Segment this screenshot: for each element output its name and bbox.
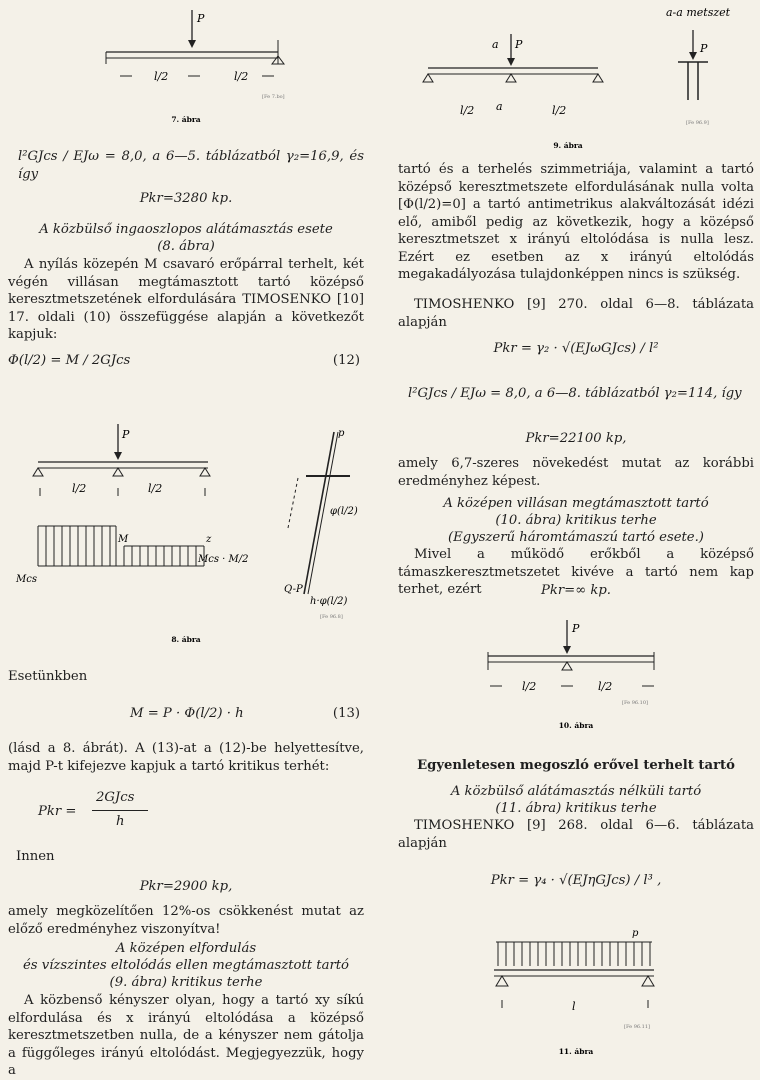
fig7-label-p: P [197, 12, 205, 25]
eq13-body: M = P · Φ(l/2) · h [130, 706, 244, 721]
innen: Innen [16, 849, 55, 864]
pkr-2: Pkr=2900 kp, [139, 879, 233, 894]
fig9-label-p: P [515, 38, 523, 51]
pkr-formula-line [92, 810, 148, 811]
fig8-label-m: M [118, 534, 129, 545]
pkr-gamma4: Pkr = γ₄ · √(EJηGJcs) / l³ , [490, 873, 662, 888]
sec4-sub-b: (11. ábra) kritikus terhe [495, 801, 657, 816]
esetunkben: Esetünkben [8, 669, 88, 684]
fig10-label-l2a: l/2 [522, 680, 537, 693]
fig11-label-p: p [632, 928, 639, 939]
eq-12 [8, 345, 364, 379]
para-3: amely megközelítően 12%-os csökkenést mutat az előző eredményhez viszonyítva! [8, 904, 364, 937]
fig10-label-l2b: l/2 [598, 680, 613, 693]
fig8-label-z: z [206, 534, 212, 545]
para-9: TIMOSHENKO [9] 268. oldal 6—6. táblázata alapján [398, 818, 754, 851]
fig9-label-a2: a [496, 100, 503, 113]
para-1: A nyílás közepén M csavaró erőpárral terhelt, két végén villásan megtámasztott tartó középső keresztmetszetének elfordulására TIMOSENKO [10] 17. oldali (10) összefüggése alapján a következőt kapjuk: [8, 257, 364, 342]
eq-ratio-1: l²GJcs / EJω = 8,0, a 6—5. táblázatból γ₂=16,9, és így [18, 149, 364, 182]
fig8-label-mcs2: Mcs · M/2 [198, 554, 249, 565]
pkr-formula-denominator: h [116, 814, 125, 829]
fig11-ref: [Fe 96.11] [624, 1024, 650, 1030]
fig10-caption: 10. ábra [558, 721, 594, 730]
fig8-caption: 8. ábra [171, 635, 201, 644]
eq-13 [8, 700, 364, 730]
fig8-label-l2a: l/2 [72, 482, 87, 495]
fig8-label-phi: φ(l/2) [330, 506, 358, 517]
fig9-metszet: a-a metszet [666, 6, 731, 19]
fig9-label-l2a: l/2 [460, 104, 475, 117]
para-5: tartó és a terhelés szimmetriája, valamint a tartó középső keresztmetszete elfordulásának nulla volta [Φ(l/2)=0] a tartó antimetrikus alakváltozását idézi elő, amiből pedig az következik, hogy a középső keresztmetszet x irányú eltolódása is nulla lesz. Ezért ez esetben az x irányú eltolódás megakadályozása tulajdonképpen nincs is szükség. [398, 162, 754, 282]
figure-9 [398, 0, 754, 160]
figure-10 [398, 612, 754, 740]
pkr-formula-lhs: Pkr = [38, 804, 77, 819]
right-column [398, 0, 754, 1067]
eq12-lhs: Φ(l/2) = M / 2GJcs [8, 353, 131, 368]
pkr-3: Pkr=22100 kp, [525, 431, 627, 446]
left-column [8, 0, 364, 1078]
figure-7 [8, 0, 364, 130]
fig8-label-l2b: l/2 [148, 482, 163, 495]
fig8-label-h: h·φ(l/2) [310, 596, 348, 607]
sec4-sub-a: A közbülső alátámasztás nélküli tartó [450, 784, 702, 799]
fig7-caption: 7. ábra [171, 115, 201, 124]
fig9-label-a1: a [492, 38, 499, 51]
fig8-label-q: Q-P [284, 584, 303, 595]
sec1-title-b: (8. ábra) [157, 239, 215, 254]
sec4-title: Egyenletesen megoszló erővel terhelt tartó [417, 758, 735, 773]
sec3-title-b: (10. ábra) kritikus terhe [495, 513, 657, 528]
para-8: Mivel a működő erőkből a középső támaszkeresztmetszetet kivéve a tartó nem kap terhet, ezért [398, 547, 754, 597]
pkr-formula [8, 790, 364, 834]
pkr-4: Pkr=∞ kp. [540, 583, 612, 598]
eq12-number: (12) [332, 353, 360, 368]
sec2-title-c: (9. ábra) kritikus terhe [109, 975, 263, 990]
fig11-caption: 11. ábra [558, 1047, 594, 1056]
eq13-number: (13) [332, 706, 360, 721]
fig8-ref: [Fe 96.8] [320, 614, 343, 620]
eq-ratio-2: l²GJcs / EJω = 8,0, a 6—8. táblázatból γ₂=114, így [408, 386, 742, 401]
fig7-ref: [Fe 7.bo] [262, 94, 285, 100]
para-7: amely 6,7-szeres növekedést mutat az korábbi eredményhez képest. [398, 456, 754, 489]
sec2-title-a: A középen elfordulás [115, 941, 257, 956]
fig9-ref: [Fe 96.9] [686, 120, 709, 126]
figure-11 [398, 918, 754, 1066]
fig9-caption: 9. ábra [553, 141, 583, 150]
sec1-title-a: A közbülső ingaoszlopos alátámasztás esete [39, 222, 333, 237]
fig10-label-p: P [572, 622, 580, 635]
para-4: A közbenső kényszer olyan, hogy a tartó xy síkú elfordulása és x irányú eltolódása a középső keresztmetszetben nulla, de a kényszer nem gátolja a függőleges irányú eltolódást. Megjegyezzük, hogy a [8, 993, 364, 1078]
pkr-formula-numerator: 2GJcs [96, 790, 135, 805]
fig11-label-l: l [572, 1000, 576, 1013]
para-6: TIMOSHENKO [9] 270. oldal 6—8. táblázata alapján [398, 297, 754, 330]
fig8-label-p: P [122, 428, 130, 441]
figure-8 [8, 418, 364, 648]
sec3-title-a: A középen villásan megtámasztott tartó [443, 496, 709, 511]
fig8-label-mcs1: Mcs [16, 574, 37, 585]
pkr-gamma2: Pkr = γ₂ · √(EJωGJcs) / l² [493, 341, 659, 356]
pkr-1: Pkr=3280 kp. [139, 191, 233, 206]
fig7-label-l2b: l/2 [234, 70, 249, 83]
fig8-label-p2: p [338, 428, 345, 439]
fig9-label-p2: P [700, 42, 708, 55]
fig10-ref: [Fe 96.10] [622, 700, 648, 706]
fig9-label-l2b: l/2 [552, 104, 567, 117]
sec2-title-b: és vízszintes eltolódás ellen megtámasztott tartó [22, 958, 349, 973]
para-2: (lásd a 8. ábrát). A (13)-at a (12)-be helyettesítve, majd P-t kifejezve kapjuk a tartó kritikus terhét: [8, 741, 364, 774]
sec3-title-c: (Egyszerű háromtámaszú tartó esete.) [448, 530, 704, 545]
fig7-label-l2a: l/2 [154, 70, 169, 83]
